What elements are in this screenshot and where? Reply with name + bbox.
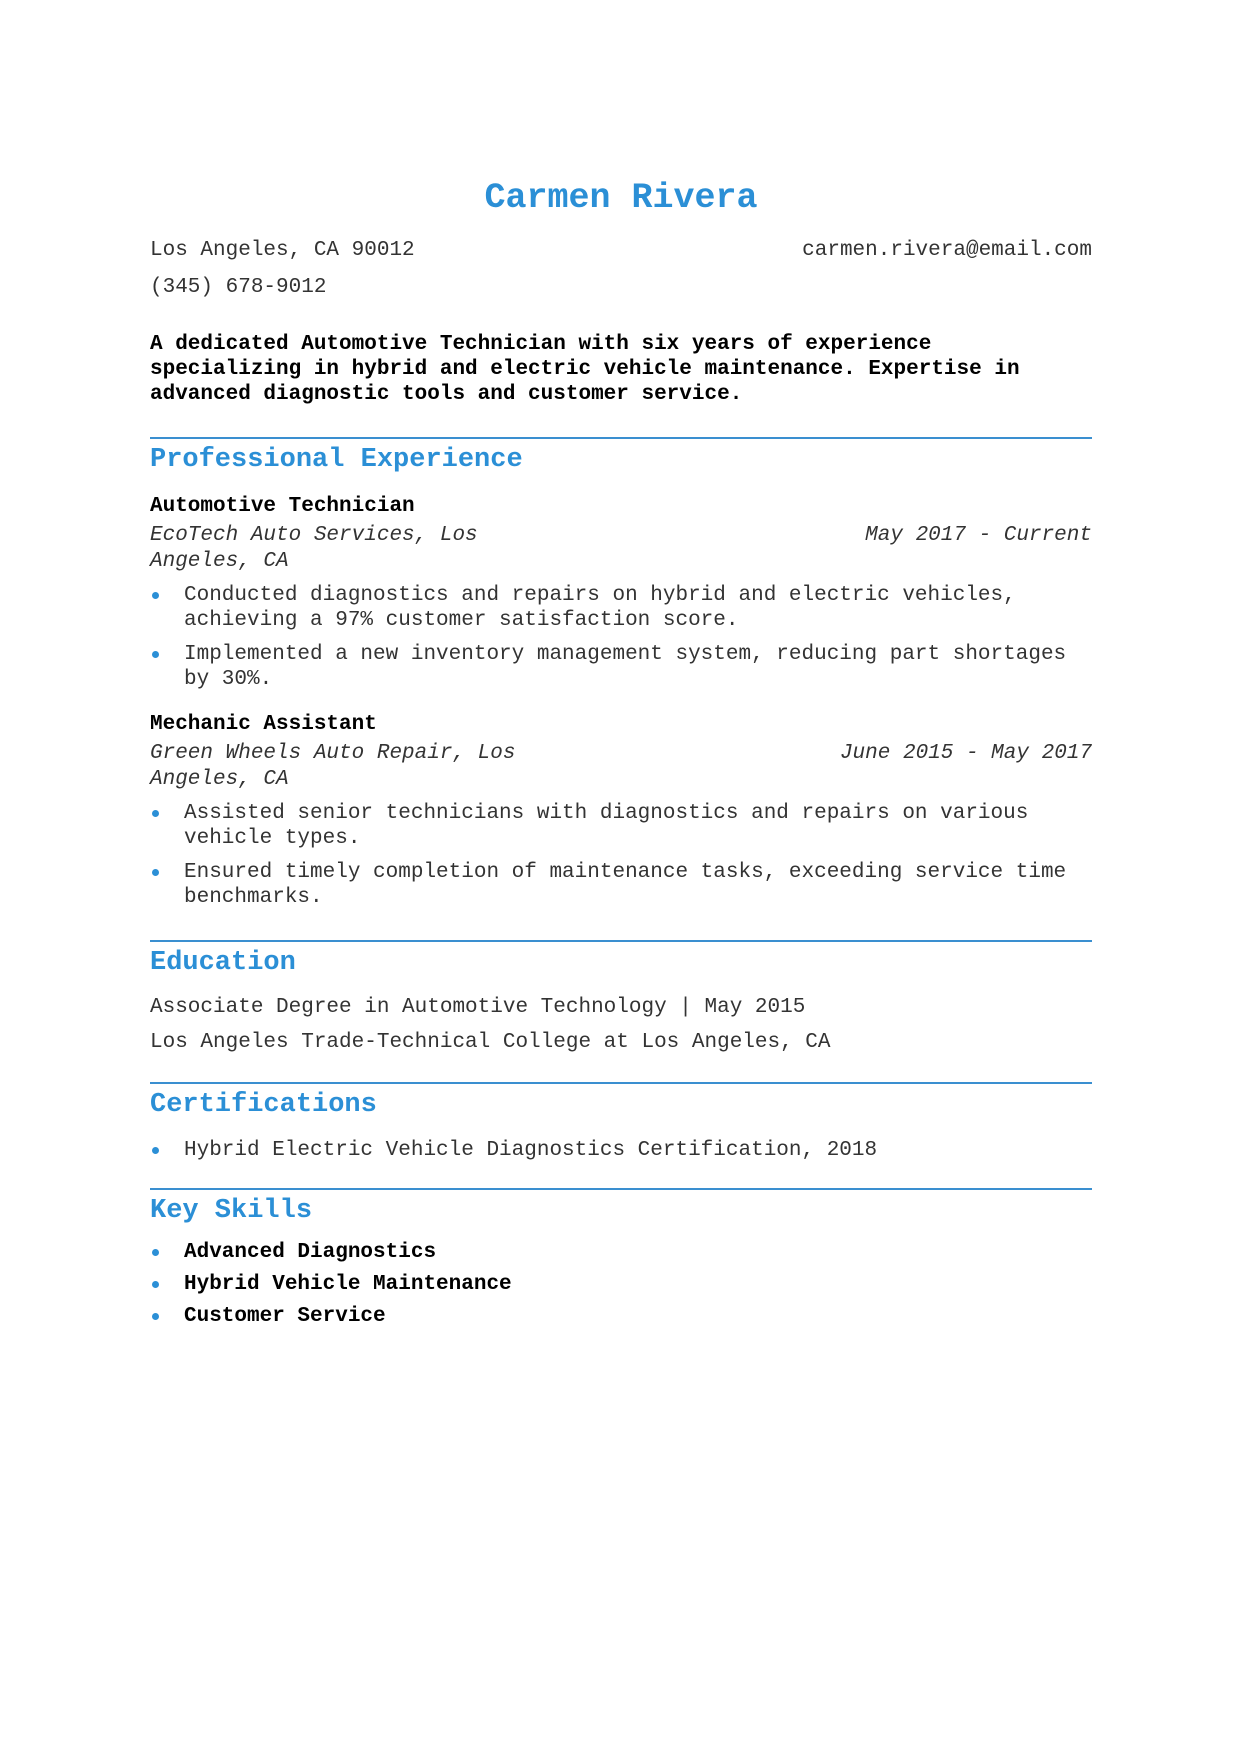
job-company: EcoTech Auto Services, Los Angeles, CA (150, 524, 478, 573)
bullet-dot-icon (152, 1281, 159, 1288)
certification-text: Hybrid Electric Vehicle Diagnostics Certification, 2018 (184, 1139, 878, 1162)
job-company: Green Wheels Auto Repair, Los Angeles, CA (150, 742, 516, 791)
bullet-dot-icon (152, 810, 159, 817)
skill-text: Customer Service (184, 1305, 386, 1328)
bullet-dot-icon (152, 869, 159, 876)
education-school: Los Angeles Trade-Technical College at Los Angeles, CA (150, 1031, 831, 1054)
skills-heading: Key Skills (150, 1196, 313, 1226)
job-bullets (150, 583, 1092, 692)
job-entry (150, 494, 1092, 692)
experience-section (150, 437, 1092, 910)
skill-text: Hybrid Vehicle Maintenance (184, 1273, 512, 1296)
bullet-dot-icon (152, 651, 159, 658)
skill-item (150, 1304, 1092, 1329)
skills-section (150, 1188, 1092, 1329)
job-dates: June 2015 - May 2017 (839, 742, 1092, 765)
job-title: Mechanic Assistant (150, 713, 377, 736)
job-entry (150, 712, 1092, 910)
contact-row-primary (150, 237, 1092, 265)
experience-heading: Professional Experience (150, 445, 523, 475)
skills-list (150, 1240, 1092, 1329)
job-bullet-text: Assisted senior technicians with diagnostics and repairs on various vehicle types. (184, 802, 1029, 850)
education-heading: Education (150, 948, 296, 978)
certifications-section (150, 1082, 1092, 1163)
job-bullet-text: Implemented a new inventory management system, reducing part shortages by 30%. (184, 643, 1067, 691)
skill-text: Advanced Diagnostics (184, 1241, 437, 1264)
education-section (150, 940, 1092, 1057)
certification-item (150, 1138, 1092, 1163)
bullet-dot-icon (152, 1249, 159, 1256)
education-degree: Associate Degree in Automotive Technology | May 2015 (150, 996, 806, 1019)
professional-summary: A dedicated Automotive Technician with six years of experience specializing in hybrid and electric vehicle maintenance. Expertise in advanced diagnostic tools and customer service. (150, 333, 1020, 406)
location-text: Los Angeles, CA 90012 (150, 239, 415, 262)
resume-page (150, 176, 1092, 1329)
bullet-dot-icon (152, 1147, 159, 1154)
job-bullet (150, 860, 1092, 910)
job-bullet (150, 583, 1092, 633)
job-bullet (150, 642, 1092, 692)
skill-item (150, 1272, 1092, 1297)
bullet-dot-icon (152, 1313, 159, 1320)
contact-row-secondary (150, 274, 1092, 302)
phone-text: (345) 678-9012 (150, 276, 327, 299)
email-text: carmen.rivera@email.com (802, 239, 1092, 262)
certifications-heading: Certifications (150, 1090, 377, 1120)
job-bullet (150, 801, 1092, 851)
job-meta (150, 741, 1092, 793)
job-title: Automotive Technician (150, 495, 415, 518)
job-meta (150, 523, 1092, 575)
job-bullets (150, 801, 1092, 910)
candidate-name: Carmen Rivera (484, 178, 758, 218)
certifications-list (150, 1138, 1092, 1163)
job-bullet-text: Conducted diagnostics and repairs on hybrid and electric vehicles, achieving a 97% customer satisfaction score. (184, 584, 1016, 632)
job-dates: May 2017 - Current (865, 524, 1092, 547)
skill-item (150, 1240, 1092, 1265)
bullet-dot-icon (152, 592, 159, 599)
job-bullet-text: Ensured timely completion of maintenance tasks, exceeding service time benchmarks. (184, 861, 1067, 909)
